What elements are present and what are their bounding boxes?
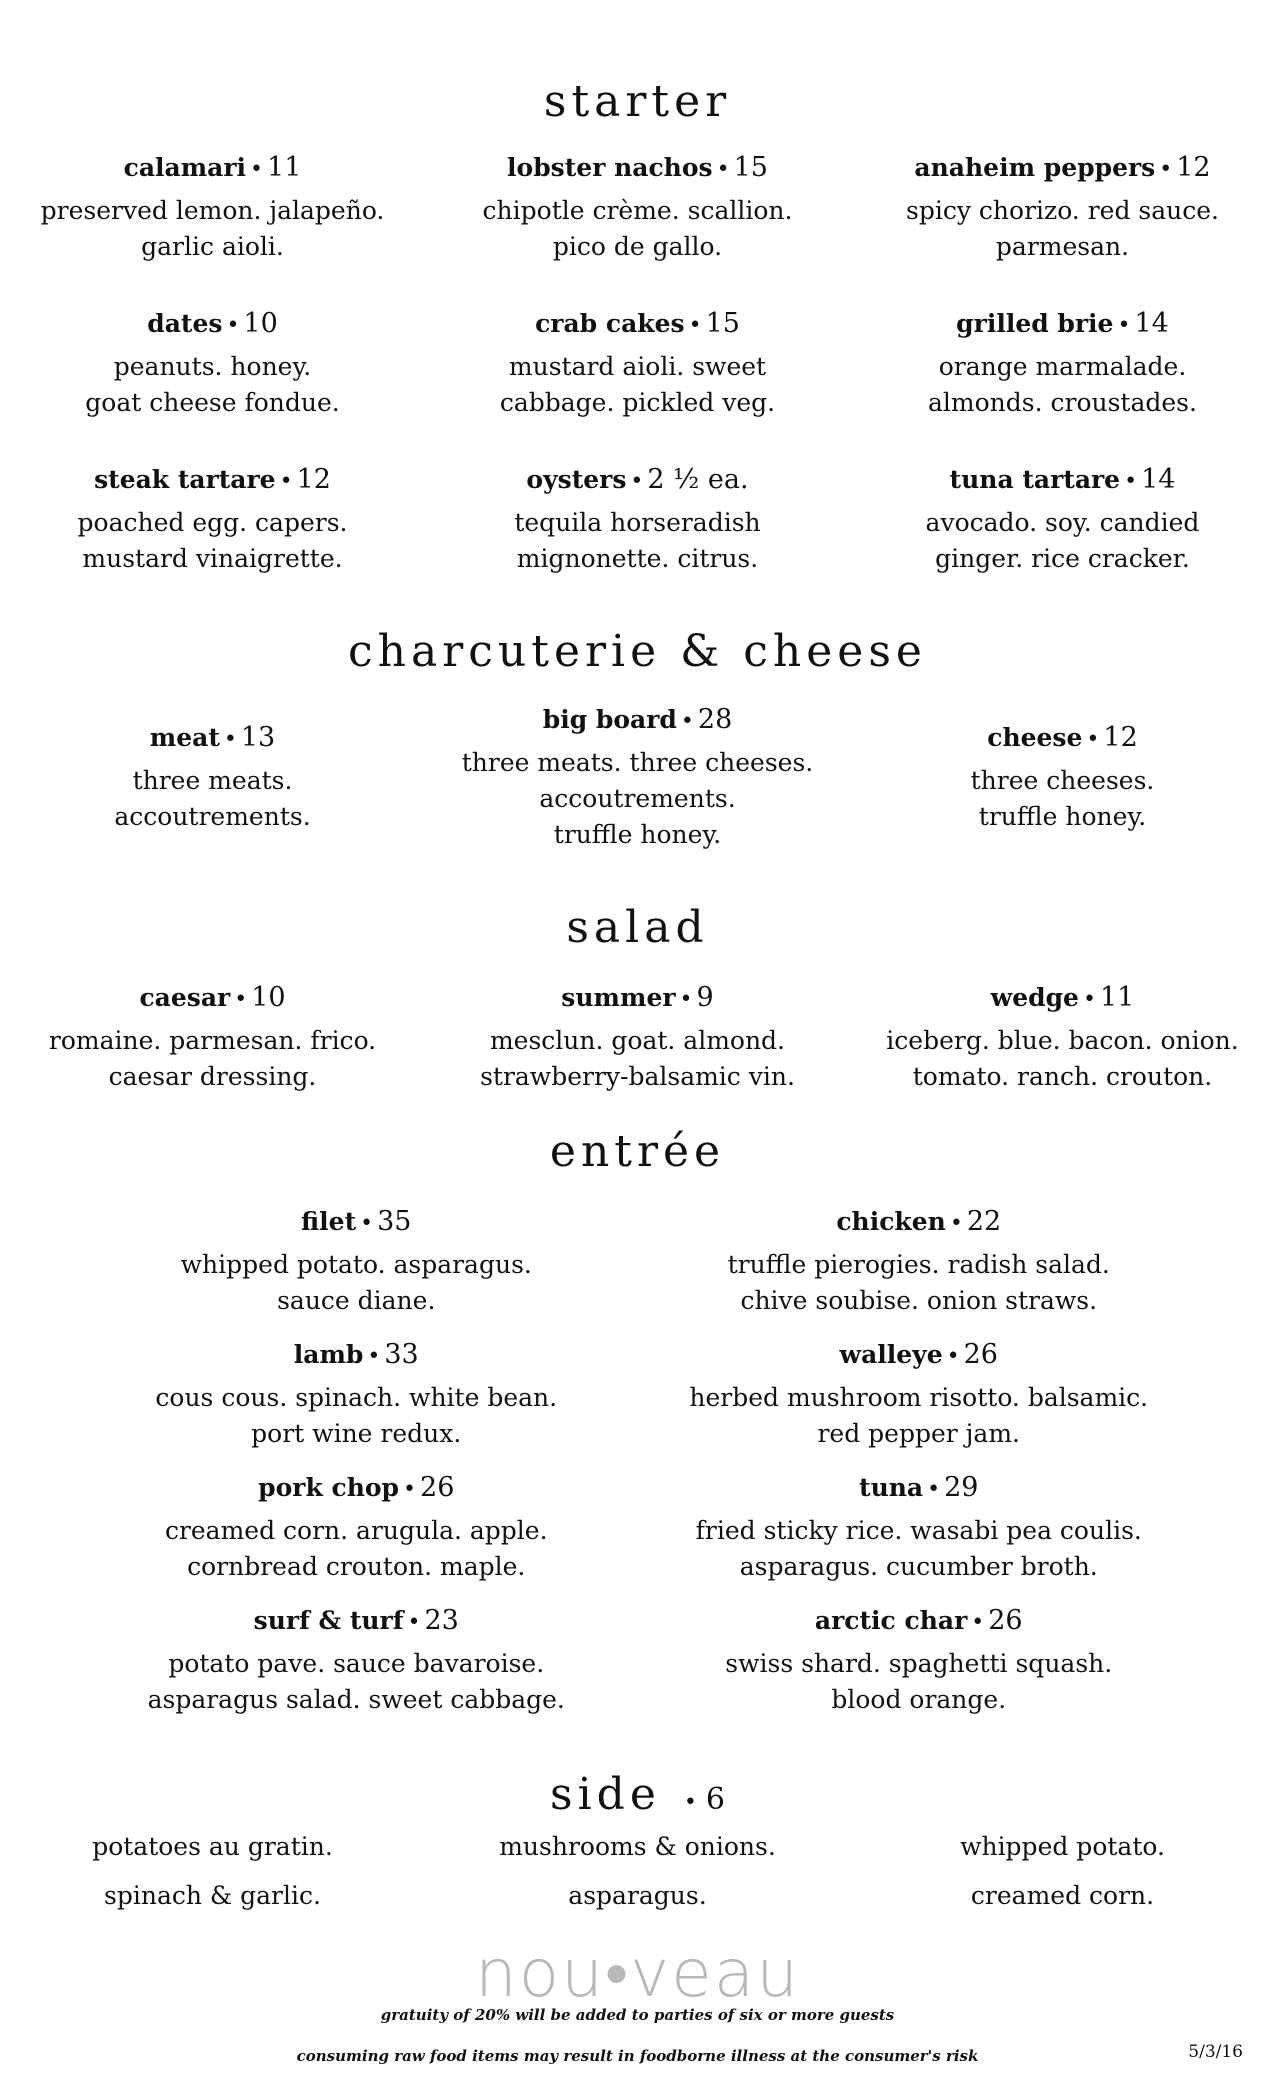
section-title-salad: salad — [566, 902, 709, 953]
menu-item-header — [638, 1339, 1201, 1370]
side-item: spinach & garlic. — [104, 1881, 321, 1910]
section-title-charcuterie: charcuterie & cheese — [348, 626, 927, 677]
menu-item-price: 11 — [1099, 982, 1135, 1013]
menu-item-description — [0, 763, 425, 835]
description-line: mignonette. citrus. — [516, 544, 759, 573]
menu-item-name: walleye — [839, 1340, 943, 1369]
menu-item-price: 26 — [420, 1472, 455, 1503]
menu-item — [75, 1339, 638, 1452]
raw-food-warning: consuming raw food items may result in foodborne illness at the consumer's risk — [296, 2047, 979, 2065]
menu-item — [850, 982, 1275, 1095]
menu-item — [75, 1472, 638, 1585]
menu-item-price: 29 — [944, 1472, 979, 1503]
menu-item-price: 26 — [988, 1605, 1023, 1636]
menu-item-name: summer — [561, 983, 676, 1012]
menu-item-header — [850, 464, 1275, 495]
description-line: tomato. ranch. crouton. — [912, 1062, 1213, 1091]
description-line: pico de gallo. — [552, 232, 723, 261]
menu-item-price: 12 — [1176, 152, 1211, 183]
menu-item — [850, 308, 1275, 421]
menu-item — [425, 152, 850, 265]
price-separator: • — [927, 1477, 941, 1502]
menu-item-header — [0, 722, 425, 753]
menu-item-name: arctic char — [814, 1606, 968, 1635]
description-line: cous cous. spinach. white bean. — [155, 1383, 558, 1412]
side-item: mushrooms & onions. — [499, 1832, 776, 1861]
menu-item-price: 35 — [377, 1206, 412, 1237]
price-separator: • — [679, 987, 693, 1012]
price-separator: • — [688, 313, 702, 338]
description-line: asparagus salad. sweet cabbage. — [147, 1685, 565, 1714]
menu-item — [75, 1206, 638, 1319]
menu-item-name: caesar — [139, 983, 231, 1012]
entree-items — [0, 1206, 1275, 1718]
price-separator: • — [1086, 727, 1100, 752]
menu-item — [638, 1206, 1201, 1319]
description-line: three meats. — [132, 766, 293, 795]
side-item: asparagus. — [568, 1881, 707, 1910]
menu-item-description — [425, 193, 850, 265]
menu-item — [425, 464, 850, 577]
menu-item-name: lobster nachos — [507, 153, 713, 182]
menu-item-name: grilled brie — [956, 309, 1114, 338]
menu-item-header — [75, 1206, 638, 1237]
price-separator: • — [223, 727, 237, 752]
price-separator: • — [630, 469, 644, 494]
side-section — [0, 1769, 1275, 1910]
menu-item-description — [425, 349, 850, 421]
menu-item — [0, 982, 425, 1095]
menu-item-description — [0, 193, 425, 265]
side-item: creamed corn. — [970, 1881, 1155, 1910]
description-line: spicy chorizo. red sauce. — [906, 196, 1219, 225]
menu-item — [425, 982, 850, 1095]
description-line: truffle pierogies. radish salad. — [727, 1250, 1110, 1279]
menu-item-description — [850, 193, 1275, 265]
menu-item — [0, 152, 425, 265]
menu-item — [425, 308, 850, 421]
menu-item-name: crab cakes — [535, 309, 685, 338]
side-separator: • — [683, 1790, 702, 1815]
description-line: parmesan. — [995, 232, 1130, 261]
side-price: 6 — [705, 1782, 725, 1817]
description-line: mesclun. goat. almond. — [489, 1026, 786, 1055]
menu-item-name: surf & turf — [253, 1606, 404, 1635]
menu-item — [850, 152, 1275, 265]
description-line: three meats. three cheeses. — [461, 748, 814, 777]
menu-item-price: 26 — [963, 1339, 998, 1370]
menu-item-description — [425, 505, 850, 577]
menu-item-header — [75, 1339, 638, 1370]
salad-items — [0, 982, 1275, 1095]
description-line: orange marmalade. — [938, 352, 1187, 381]
side-item: whipped potato. — [960, 1832, 1165, 1861]
section-title-entree: entrée — [549, 1126, 726, 1177]
menu-item — [425, 704, 850, 853]
description-line: almonds. croustades. — [928, 388, 1197, 417]
description-line: swiss shard. spaghetti squash. — [725, 1649, 1113, 1678]
menu-item — [850, 464, 1275, 577]
menu-item-header — [638, 1472, 1201, 1503]
price-separator: • — [1082, 987, 1096, 1012]
menu-item-description — [425, 1023, 850, 1095]
menu-item-header — [850, 722, 1275, 753]
charcuterie-section — [0, 626, 1275, 853]
menu-item — [0, 308, 425, 421]
section-title-starter: starter — [543, 76, 732, 127]
menu-item-header — [0, 308, 425, 339]
description-line: caesar dressing. — [108, 1062, 317, 1091]
menu-item-name: tuna — [859, 1473, 924, 1502]
menu-item-price: 15 — [733, 152, 768, 183]
menu-item-name: lamb — [293, 1340, 364, 1369]
description-line: cornbread crouton. maple. — [187, 1552, 526, 1581]
section-title-side — [0, 1769, 1275, 1820]
salad-section — [0, 902, 1275, 1095]
menu-item-name: calamari — [123, 153, 247, 182]
description-line: truffle honey. — [978, 802, 1147, 831]
menu-item-header — [425, 464, 850, 495]
menu-item-name: oysters — [526, 465, 627, 494]
description-line: ginger. rice cracker. — [935, 544, 1190, 573]
menu-item-description — [0, 505, 425, 577]
description-line: cabbage. pickled veg. — [499, 388, 776, 417]
menu-item-description — [638, 1380, 1201, 1452]
price-separator: • — [716, 157, 730, 182]
menu-item-header — [850, 152, 1275, 183]
description-line: fried sticky rice. wasabi pea coulis. — [695, 1516, 1142, 1545]
menu-item-description — [75, 1646, 638, 1718]
menu-item-header — [75, 1472, 638, 1503]
description-line: goat cheese fondue. — [85, 388, 340, 417]
menu-item — [850, 722, 1275, 835]
menu-item-name: filet — [301, 1207, 357, 1236]
menu-item-description — [425, 745, 850, 853]
menu-item-header — [0, 152, 425, 183]
menu-item-description — [0, 349, 425, 421]
price-separator: • — [403, 1477, 417, 1502]
description-line: chive soubise. onion straws. — [740, 1286, 1098, 1315]
menu-item-name: cheese — [987, 723, 1083, 752]
menu-item-price: 22 — [966, 1206, 1002, 1237]
price-separator: • — [1117, 313, 1131, 338]
description-line: accoutrements. — [114, 802, 311, 831]
menu-date: 5/3/16 — [1188, 2042, 1243, 2062]
restaurant-logo: nou•veau — [474, 1935, 801, 2012]
menu-item-description — [75, 1380, 638, 1452]
entree-section — [0, 1126, 1275, 1718]
menu-item-description — [850, 1023, 1275, 1095]
side-item: potatoes au gratin. — [92, 1832, 333, 1861]
description-line: poached egg. capers. — [77, 508, 348, 537]
menu-item-price: 10 — [243, 308, 278, 339]
price-separator: • — [680, 709, 694, 734]
menu-item-name: dates — [147, 309, 223, 338]
price-separator: • — [250, 157, 264, 182]
menu-item-price: 28 — [697, 704, 733, 735]
menu-item-description — [638, 1646, 1201, 1718]
description-line: peanuts. honey. — [113, 352, 312, 381]
menu-item-header — [75, 1605, 638, 1636]
description-line: romaine. parmesan. frico. — [48, 1026, 377, 1055]
menu-item-header — [0, 464, 425, 495]
price-separator: • — [367, 1344, 381, 1369]
price-separator: • — [946, 1344, 960, 1369]
menu-item-description — [850, 349, 1275, 421]
menu-item-price: 14 — [1141, 464, 1176, 495]
menu-item — [0, 722, 425, 835]
description-line: garlic aioli. — [141, 232, 284, 261]
gratuity-note: gratuity of 20% will be added to parties of six or more guests — [380, 2006, 895, 2024]
menu-item — [638, 1472, 1201, 1585]
menu-item-price: 12 — [1103, 722, 1138, 753]
menu-item-description — [75, 1513, 638, 1585]
price-separator: • — [1159, 157, 1173, 182]
description-line: red pepper jam. — [817, 1419, 1020, 1448]
description-line: herbed mushroom risotto. balsamic. — [689, 1383, 1149, 1412]
menu-item-header — [850, 982, 1275, 1013]
menu-item-price: 33 — [384, 1339, 419, 1370]
menu-item-name: anaheim peppers — [914, 153, 1156, 182]
price-separator: • — [360, 1211, 374, 1236]
starter-items — [0, 152, 1275, 577]
description-line: mustard vinaigrette. — [82, 544, 343, 573]
price-separator: • — [234, 987, 248, 1012]
menu-item-price: 23 — [424, 1605, 459, 1636]
menu-item-description — [75, 1247, 638, 1319]
description-line: tequila horseradish — [514, 508, 761, 537]
menu-item-name: wedge — [990, 983, 1079, 1012]
menu-item-price: 11 — [267, 152, 302, 183]
price-separator: • — [226, 313, 240, 338]
menu-item-description — [638, 1247, 1201, 1319]
description-line: whipped potato. asparagus. — [180, 1250, 532, 1279]
description-line: port wine redux. — [251, 1419, 462, 1448]
menu-item-name: pork chop — [258, 1473, 400, 1502]
price-separator: • — [407, 1610, 421, 1635]
menu-item-header — [425, 308, 850, 339]
menu-item-price: 9 — [696, 982, 714, 1013]
menu-item-name: tuna tartare — [949, 465, 1121, 494]
description-line: accoutrements. — [539, 784, 736, 813]
menu-item-price: 14 — [1134, 308, 1169, 339]
menu-item-price: 2 ½ ea. — [647, 464, 749, 495]
description-line: creamed corn. arugula. apple. — [164, 1516, 548, 1545]
description-line: sauce diane. — [277, 1286, 436, 1315]
description-line: strawberry-balsamic vin. — [480, 1062, 795, 1091]
description-line: truffle honey. — [553, 820, 722, 849]
menu-item-description — [0, 1023, 425, 1095]
menu-item-price: 10 — [251, 982, 286, 1013]
menu-item-price: 13 — [240, 722, 276, 753]
menu-item-header — [425, 982, 850, 1013]
side-title-text: side — [550, 1769, 661, 1820]
menu-item-header — [638, 1206, 1201, 1237]
menu-item-header — [638, 1605, 1201, 1636]
description-line: preserved lemon. jalapeño. — [40, 196, 385, 225]
menu-item-name: steak tartare — [94, 465, 276, 494]
price-separator: • — [279, 469, 293, 494]
menu-item-header — [425, 152, 850, 183]
menu-item-description — [850, 763, 1275, 835]
charcuterie-items — [0, 704, 1275, 853]
price-separator: • — [971, 1610, 985, 1635]
menu-item-header — [0, 982, 425, 1013]
menu-item-name: meat — [149, 723, 220, 752]
description-line: asparagus. cucumber broth. — [739, 1552, 1098, 1581]
starter-section — [0, 76, 1275, 577]
description-line: iceberg. blue. bacon. onion. — [886, 1026, 1239, 1055]
menu-item-description — [850, 505, 1275, 577]
menu-item — [638, 1605, 1201, 1718]
menu-item-name: big board — [542, 705, 677, 734]
side-items — [0, 1832, 1275, 1910]
description-line: blood orange. — [831, 1685, 1007, 1714]
price-separator: • — [1124, 469, 1138, 494]
menu-item-price: 15 — [705, 308, 740, 339]
menu-item — [0, 464, 425, 577]
menu-item-header — [850, 308, 1275, 339]
menu-item-description — [638, 1513, 1201, 1585]
menu-item — [75, 1605, 638, 1718]
description-line: three cheeses. — [970, 766, 1155, 795]
menu-item-header — [425, 704, 850, 735]
menu-item — [638, 1339, 1201, 1452]
description-line: potato pave. sauce bavaroise. — [168, 1649, 545, 1678]
description-line: mustard aioli. sweet — [508, 352, 767, 381]
menu-item-name: chicken — [836, 1207, 946, 1236]
description-line: chipotle crème. scallion. — [482, 196, 793, 225]
menu-item-price: 12 — [296, 464, 331, 495]
description-line: avocado. soy. candied — [925, 508, 1200, 537]
price-separator: • — [949, 1211, 963, 1236]
